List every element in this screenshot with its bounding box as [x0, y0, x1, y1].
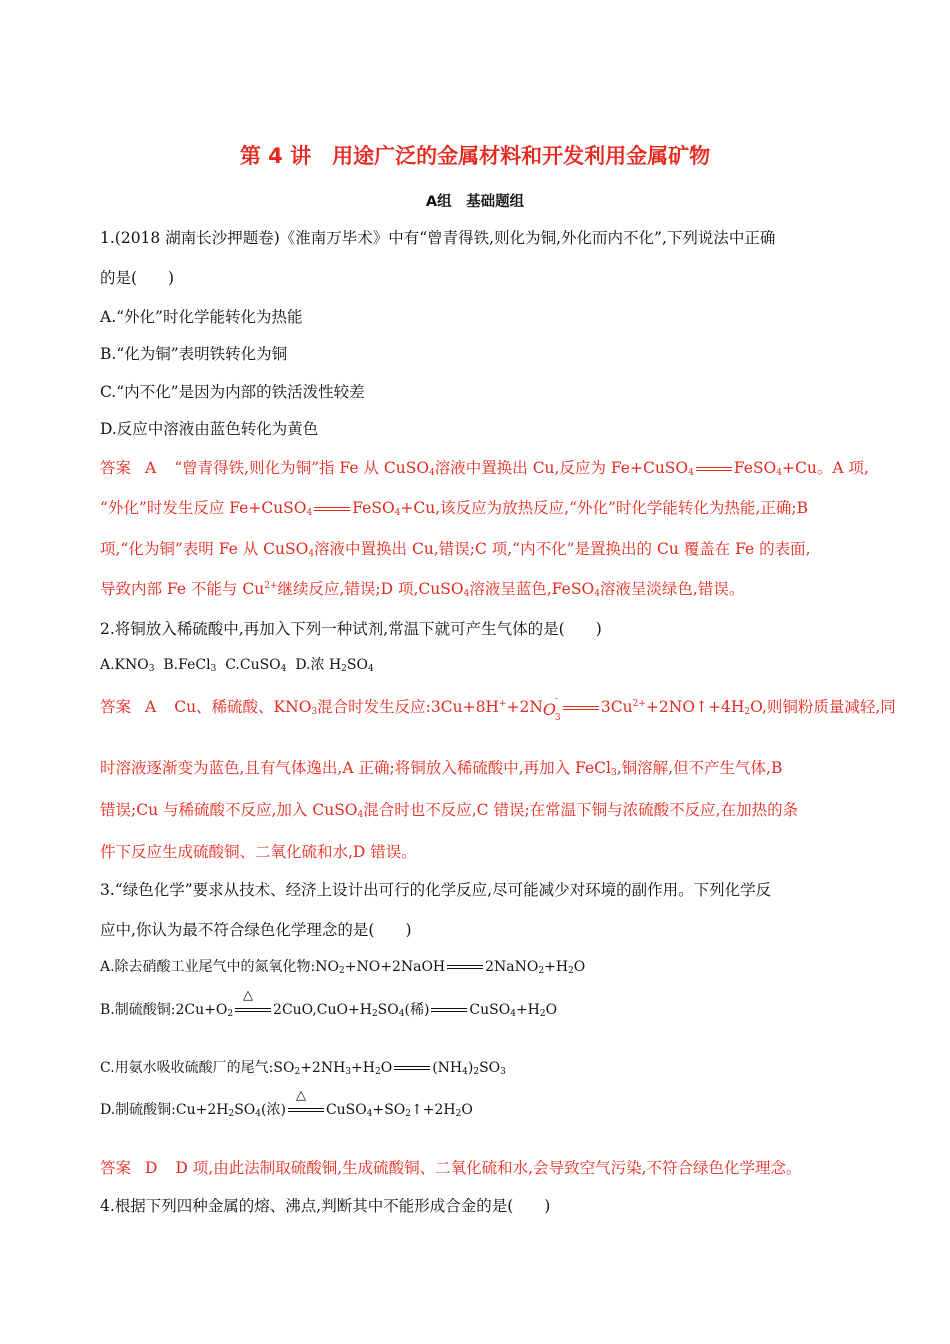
q1-answer-line3: 项,“化为铜”表明 Fe 从 CuSO$_4$溶液中置换出 Cu,错误;C 项,“内不化”是置换出的 Cu 覆盖在 Fe 的表面, — [100, 540, 811, 559]
answer-choice: A — [145, 459, 157, 477]
heating-arrow — [235, 988, 271, 1012]
q1-answer-line2: “外化”时发生反应 Fe+CuSO$_4$ FeSO$_4$+Cu,该反应为放热反应,“外化”时化学能转化为热能,正确;B — [100, 499, 808, 518]
q1-option-b: B.“化为铜”表明铁转化为铜 — [100, 345, 288, 363]
answer-label: 答案 — [100, 459, 132, 477]
reaction-arrow — [314, 507, 350, 511]
q1-option-a: A.“外化”时化学能转化为热能 — [100, 308, 303, 326]
q2-answer-line4: 件下反应生成硫酸铜、二氧化硫和水,D 错误。 — [100, 843, 417, 861]
q3-option-c: C.用氨水吸收硫酸厂的尾气$:SO_2+2NH_3+H_2O$ $(NH_4)_2SO_3$ — [100, 1060, 506, 1077]
q1-stem-line1: 1.(2018 湖南长沙押题卷)《淮南万毕术》中有“曾青得铁,则化为铜,外化而内不化”,下列说法中正确 — [100, 229, 776, 247]
q2-stem: 2.将铜放入稀硫酸中,再加入下列一种试剂,常温下就可产生气体的是( ) — [100, 620, 602, 638]
reaction-arrow — [447, 965, 483, 969]
answer-label: 答案 — [100, 698, 132, 716]
heat-icon: △ — [243, 988, 254, 1003]
reaction-arrow — [696, 467, 732, 471]
q2-answer-line1: 答案 A Cu、稀硫酸、$KNO_3$混合时发生反应:3Cu+8H++2N - O 3 $3Cu^{2+}+2NO↑+4H_2O$,则铜粉质量减轻,同 — [100, 694, 896, 723]
reaction-arrow — [563, 706, 599, 710]
q3-stem-line2: 应中,你认为最不符合绿色化学理念的是( ) — [100, 921, 412, 939]
q1-option-c: C.“内不化”是因为内部的铁活泼性较差 — [100, 383, 365, 401]
reaction-arrow — [394, 1066, 430, 1070]
q4-stem: 4.根据下列四种金属的熔、沸点,判断其中不能形成合金的是( ) — [100, 1197, 551, 1215]
q1-stem-line2: 的是( ) — [100, 269, 175, 287]
section-subtitle: A组 基础题组 — [425, 194, 525, 210]
q3-stem-line1: 3.“绿色化学”要求从技术、经济上设计出可行的化学反应,尽可能减少对环境的副作用。下列化学反 — [100, 881, 772, 899]
q2-answer-line3: 错误;Cu 与稀硫酸不反应,加入 CuSO$_4$混合时也不反应,C 错误;在常温下铜与浓硫酸不反应,在加热的条 — [100, 801, 799, 820]
heating-arrow — [288, 1088, 324, 1112]
reaction-arrow — [431, 1008, 467, 1012]
q3-option-b: B.制硫酸铜$:2Cu+O_2$ △ $2CuO,CuO+H_2SO_4$(稀) $CuSO_4+H_2O$ — [100, 988, 558, 1019]
q2-options: $A.KNO_3$ B.FeCl$_3$ C.CuSO$_4$ D.浓 $H_2SO_4$ — [100, 657, 374, 674]
q3-option-d: D.制硫酸铜$:Cu+2H_2SO_4$(浓) △ $CuSO_4+SO_2↑+2H_2O$ — [100, 1088, 473, 1119]
q3-answer: 答案 D D 项,由此法制取硫酸铜,生成硫酸铜、二氧化硫和水,会导致空气污染,不符合绿色化学理念。 — [100, 1159, 802, 1177]
answer-choice: A — [145, 698, 157, 716]
q1-answer-line1: 答案 A “曾青得铁,则化为铜”指 Fe 从 CuSO$_4$溶液中置换出 Cu,反应为 Fe+CuSO$_4$ FeSO$_4$+Cu。A 项, — [100, 459, 869, 478]
q2-answer-line2: 时溶液逐渐变为蓝色,且有气体逸出,A 正确;将铜放入稀硫酸中,再加入 FeCl$_3$,铜溶解,但不产生气体,B — [100, 759, 783, 778]
nitrate-formula: - O 3 — [542, 694, 561, 723]
answer-label: 答案 — [100, 1159, 132, 1177]
answer-choice: D — [145, 1159, 158, 1177]
page-title: 第 4 讲 用途广泛的金属材料和开发利用金属矿物 — [239, 144, 711, 168]
q1-option-d: D.反应中溶液由蓝色转化为黄色 — [100, 420, 319, 438]
heat-icon: △ — [295, 1088, 306, 1103]
q3-option-a: A.除去硝酸工业尾气中的氮氧化物$:NO_2+NO+2NaOH$ $2NaNO_2+H_2O$ — [100, 959, 586, 976]
q1-answer-line4: 导致内部 Fe 不能与 $Cu^{2+}$继续反应,错误;D 项,CuSO$_4$溶液呈蓝色,FeSO$_4$溶液呈淡绿色,错误。 — [100, 580, 745, 599]
